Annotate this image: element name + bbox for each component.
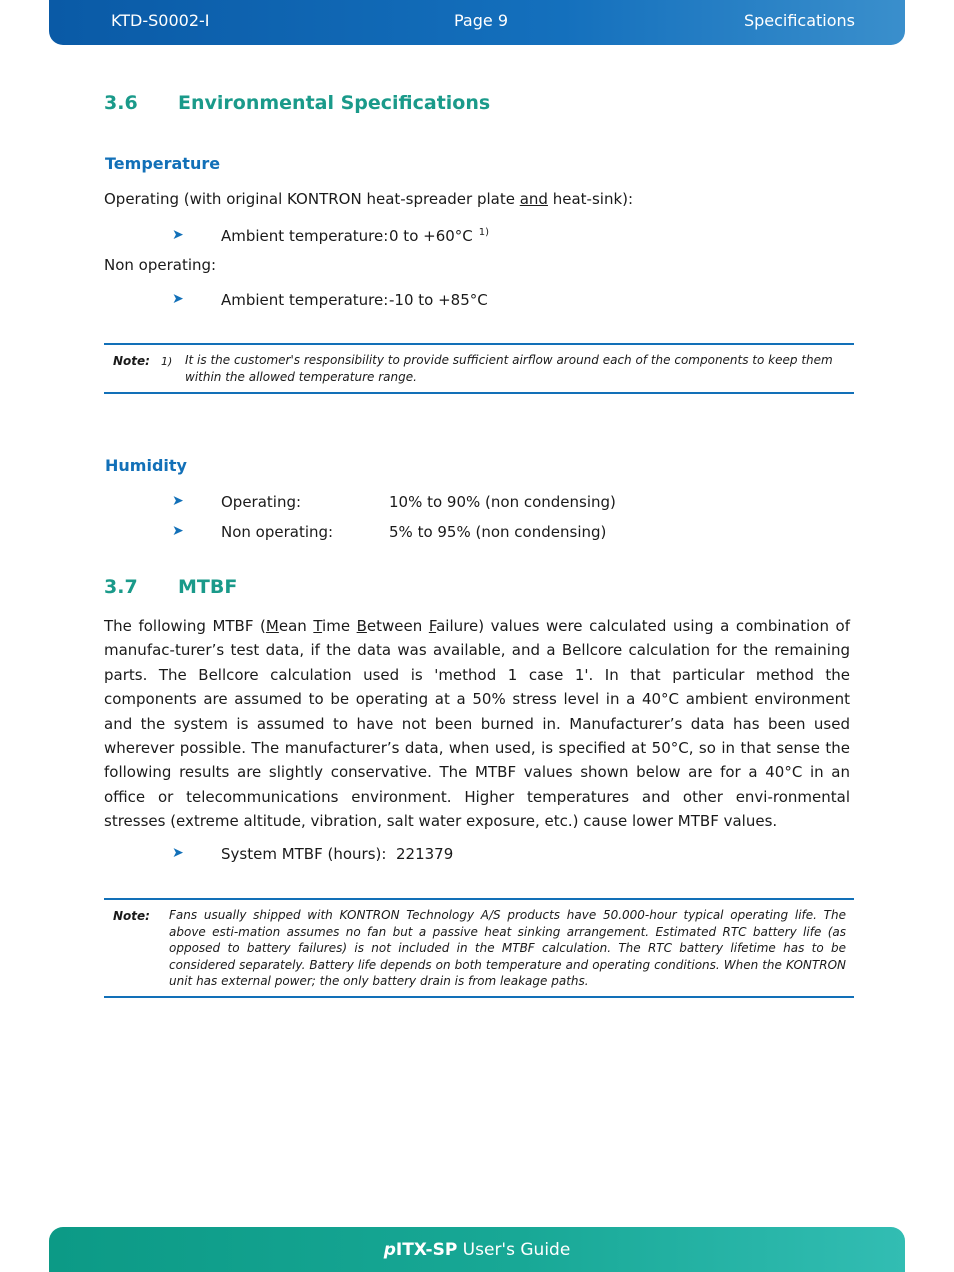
footnote-ref: 1) xyxy=(478,227,490,238)
product-name xyxy=(384,1240,458,1260)
nonoperating-intro: Non operating: xyxy=(104,256,217,274)
humidity-nonop-value: 5% to 95% (non condensing) xyxy=(389,523,607,541)
note-label: Note: xyxy=(113,909,150,923)
mtbf-paragraph xyxy=(104,614,850,834)
mtbf-ean: ean xyxy=(278,617,314,635)
note-label: Note: xyxy=(113,354,150,368)
operating-intro-text: Operating (with original KONTRON heat-spreader plate xyxy=(104,190,520,208)
humidity-nonop-label: Non operating: xyxy=(221,523,334,541)
humidity-op-value: 10% to 90% (non condensing) xyxy=(389,493,616,511)
operating-intro-end: heat-sink): xyxy=(547,190,634,208)
page-number: Page 9 xyxy=(454,11,508,30)
operating-intro-and: and xyxy=(519,190,548,208)
section-title: MTBF xyxy=(178,576,238,598)
mtbf-t: T xyxy=(313,617,323,635)
mtbf-f: F xyxy=(428,617,437,635)
mtbf-ailure: ailure xyxy=(436,617,479,635)
arrow-bullet-icon: ➤ xyxy=(172,523,184,539)
page-header xyxy=(49,0,905,45)
arrow-bullet-icon: ➤ xyxy=(172,845,184,861)
system-mtbf-label: System MTBF (hours): xyxy=(221,845,387,863)
nonop-temp-label: Ambient temperature: xyxy=(221,291,389,309)
section-heading-3-7 xyxy=(104,576,237,598)
arrow-bullet-icon: ➤ xyxy=(172,227,184,243)
section-number: 3.6 xyxy=(104,92,138,114)
product-model: ITX-SP xyxy=(395,1240,458,1260)
humidity-op-label: Operating: xyxy=(221,493,302,511)
section-heading-3-6 xyxy=(104,92,490,114)
temperature-heading: Temperature xyxy=(105,154,221,173)
operating-intro xyxy=(104,190,633,208)
operating-temp-label: Ambient temperature: xyxy=(221,227,389,245)
humidity-heading: Humidity xyxy=(105,456,187,475)
mtbf-etween: etween xyxy=(366,617,429,635)
product-prefix: p xyxy=(383,1240,396,1260)
nonop-temp-value: -10 to +85°C xyxy=(389,291,488,309)
system-mtbf-value: 221379 xyxy=(395,845,454,863)
operating-temp-range: 0 to +60°C xyxy=(389,227,473,245)
arrow-bullet-icon: ➤ xyxy=(172,493,184,509)
page-footer xyxy=(49,1227,905,1272)
arrow-bullet-icon: ➤ xyxy=(172,291,184,307)
mtbf-b: B xyxy=(356,617,367,635)
temperature-note xyxy=(104,343,854,394)
note-text: Fans usually shipped with KONTRON Technology A/S products have 50.000-hour typical operating life. The above esti-mation assumes no fan but a passive heat sinking arrangement. Estimated RTC battery life (as opposed to battery failures) is not included in the MTBF calculation. The RTC battery lifetime has to be considered separately. Battery life depends on both temperature and operating conditions. When the KONTRON unit has external power; the only battery drain is from leakage paths. xyxy=(169,908,846,988)
mtbf-text-start: The following MTBF ( xyxy=(104,617,266,635)
system-mtbf xyxy=(221,845,453,863)
mtbf-ime: ime xyxy=(322,617,357,635)
footer-title xyxy=(49,1240,905,1260)
note-ref: 1) xyxy=(161,355,173,368)
section-title: Environmental Specifications xyxy=(178,92,491,114)
guide-label: User's Guide xyxy=(457,1240,571,1260)
note-text: It is the customer's responsibility to provide sufficient airflow around each of the components to keep them within the allowed temperature range. xyxy=(185,353,833,384)
mtbf-text-rest: ) values were calculated using a combination of manufac-turer’s test data, if the data was available, and a Bellcore calculation for the remaining parts. The Bellcore calculation used is 'method 1 case 1'. In that particular method the components are assumed to be operating at a 50% stress level in a 40°C ambient environment and the system is assumed to have not been burned in. Manufacturer’s data has been used wherever possible. The manufacturer’s data, when used, is specified at 50°C, so in that sense the following results are slightly conservative. The MTBF values shown below are for a 40°C in an office or telecommunications environment. Higher temperatures and other envi-ronmental stresses (extreme altitude, vibration, salt water exposure, etc.) cause lower MTBF values. xyxy=(104,617,850,831)
section-number: 3.7 xyxy=(104,576,138,598)
operating-temp-value xyxy=(389,227,489,245)
mtbf-note xyxy=(104,898,854,998)
doc-id: KTD-S0002-I xyxy=(111,11,210,30)
header-section: Specifications xyxy=(743,11,855,30)
mtbf-m: M xyxy=(265,617,279,635)
